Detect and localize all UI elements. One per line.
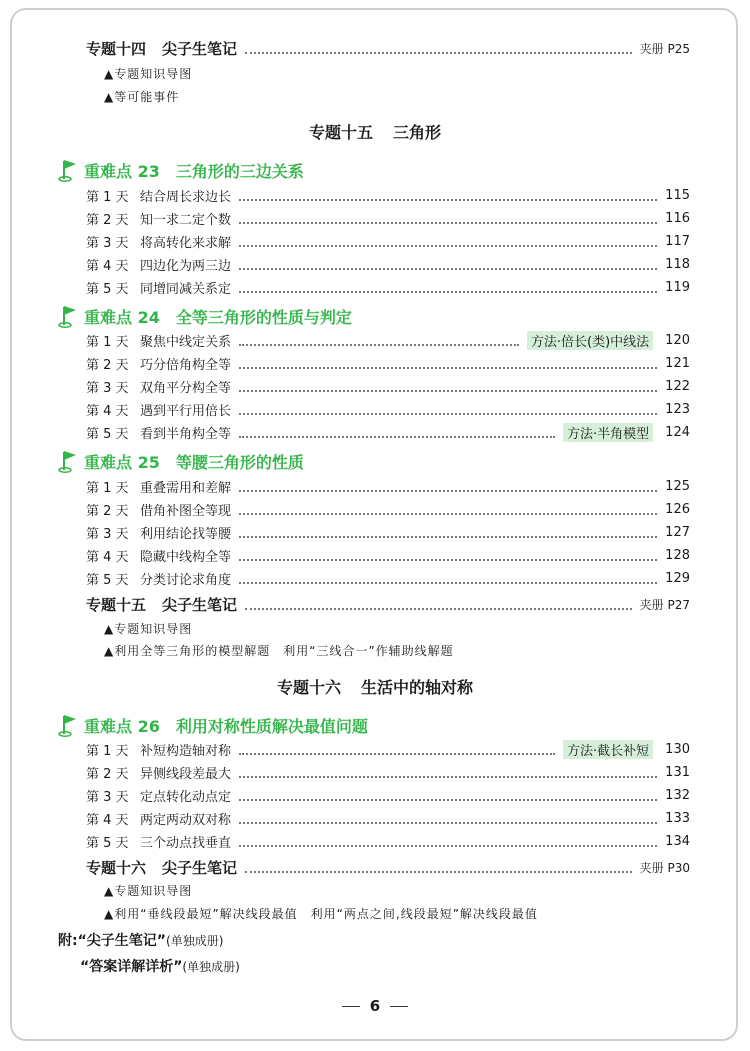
day-page: 130 bbox=[665, 742, 690, 757]
day-entry[interactable] bbox=[86, 400, 690, 419]
day-entry[interactable] bbox=[86, 809, 690, 828]
note-entry-16[interactable] bbox=[86, 857, 690, 878]
key-point-label: 重难点 23 bbox=[84, 161, 160, 181]
day-entry[interactable] bbox=[86, 740, 690, 759]
day-entry[interactable] bbox=[86, 331, 690, 350]
day-entry[interactable] bbox=[86, 232, 690, 251]
note-page: 夹册 P27 bbox=[639, 598, 690, 612]
page-number-text: 6 bbox=[369, 997, 381, 1015]
day-label: 第 1 天 bbox=[86, 335, 129, 350]
key-point-23 bbox=[58, 158, 304, 182]
leader-dots bbox=[239, 776, 657, 778]
day-label: 第 1 天 bbox=[86, 190, 129, 205]
leader-dots bbox=[239, 582, 657, 584]
flag-icon bbox=[58, 304, 78, 328]
day-page: 121 bbox=[665, 356, 690, 371]
key-point-label: 重难点 24 bbox=[84, 307, 160, 327]
key-point-label: 重难点 25 bbox=[84, 452, 160, 472]
day-text: 巧分倍角构全等 bbox=[140, 358, 232, 373]
day-page: 116 bbox=[665, 211, 690, 226]
day-text: 将高转化来求解 bbox=[140, 236, 232, 251]
day-text: 三个动点找垂直 bbox=[140, 836, 232, 851]
page-number bbox=[0, 997, 750, 1015]
key-point-label: 重难点 26 bbox=[84, 716, 160, 736]
day-text: 结合周长求边长 bbox=[140, 190, 232, 205]
day-text: 知一求二定个数 bbox=[140, 213, 232, 228]
day-page: 132 bbox=[665, 788, 690, 803]
note-page: 夹册 P25 bbox=[639, 42, 690, 56]
day-entry[interactable] bbox=[86, 477, 690, 496]
leader-dots bbox=[239, 559, 657, 561]
day-text: 两定两动双对称 bbox=[140, 813, 232, 828]
day-entry[interactable] bbox=[86, 209, 690, 228]
note-entry-14[interactable] bbox=[86, 38, 690, 59]
day-label: 第 5 天 bbox=[86, 836, 129, 851]
section-title-16 bbox=[0, 675, 750, 698]
leader-dots bbox=[239, 845, 657, 847]
key-point-24 bbox=[58, 304, 352, 328]
day-label: 第 4 天 bbox=[86, 813, 129, 828]
day-page: 134 bbox=[665, 834, 690, 849]
section-name: 生活中的轴对称 bbox=[361, 678, 474, 697]
section-name: 三角形 bbox=[393, 123, 442, 142]
note-topic: 专题十六 bbox=[86, 859, 147, 877]
flag-icon bbox=[58, 713, 78, 737]
appendix-item: “尖子生笔记” bbox=[77, 933, 167, 949]
note-bullet: ▲专题知识导图 bbox=[104, 67, 193, 81]
day-page: 120 bbox=[665, 333, 690, 348]
day-label: 第 2 天 bbox=[86, 213, 129, 228]
note-topic: 专题十五 bbox=[86, 596, 147, 614]
leader-dots bbox=[239, 245, 657, 247]
day-entry[interactable] bbox=[86, 278, 690, 297]
day-label: 第 5 天 bbox=[86, 573, 129, 588]
day-text: 重叠需用和差解 bbox=[140, 481, 232, 496]
day-page: 122 bbox=[665, 379, 690, 394]
day-text: 借角补图全等现 bbox=[140, 504, 232, 519]
method-tag: 方法·截长补短 bbox=[563, 740, 653, 759]
day-entry[interactable] bbox=[86, 523, 690, 542]
key-point-title: 三角形的三边关系 bbox=[175, 161, 304, 181]
key-point-title: 等腰三角形的性质 bbox=[175, 452, 304, 472]
day-entry[interactable] bbox=[86, 763, 690, 782]
day-label: 第 3 天 bbox=[86, 790, 129, 805]
day-label: 第 3 天 bbox=[86, 527, 129, 542]
leader-dots bbox=[239, 268, 657, 270]
appendix-line-2 bbox=[80, 956, 240, 976]
appendix-item: “答案详解详析” bbox=[80, 959, 183, 975]
note-subtitle: 尖子生笔记 bbox=[162, 859, 238, 877]
day-label: 第 1 天 bbox=[86, 744, 129, 759]
leader-dots bbox=[239, 367, 657, 369]
day-page: 123 bbox=[665, 402, 690, 417]
leader-dots bbox=[239, 799, 657, 801]
day-label: 第 3 天 bbox=[86, 381, 129, 396]
day-entry[interactable] bbox=[86, 186, 690, 205]
day-page: 118 bbox=[665, 257, 690, 272]
appendix-note: (单独成册) bbox=[166, 933, 224, 948]
leader-dots bbox=[239, 199, 657, 201]
day-page: 127 bbox=[665, 525, 690, 540]
note-bullet: ▲利用“垂线段最短”解决线段最值 利用“两点之间,线段最短”解决线段最值 bbox=[104, 907, 538, 921]
day-entry[interactable] bbox=[86, 423, 690, 442]
section-title-15 bbox=[0, 120, 750, 143]
section-number: 专题十五 bbox=[308, 123, 373, 142]
day-entry[interactable] bbox=[86, 500, 690, 519]
day-label: 第 5 天 bbox=[86, 282, 129, 297]
note-topic: 专题十四 bbox=[86, 40, 147, 58]
day-label: 第 5 天 bbox=[86, 427, 129, 442]
method-tag: 方法·倍长(类)中线法 bbox=[527, 331, 653, 350]
key-point-26 bbox=[58, 713, 368, 737]
note-subtitle: 尖子生笔记 bbox=[162, 596, 238, 614]
note-bullet: ▲专题知识导图 bbox=[104, 884, 193, 898]
day-entry[interactable] bbox=[86, 569, 690, 588]
leader-dots bbox=[239, 222, 657, 224]
day-page: 133 bbox=[665, 811, 690, 826]
leader-dots bbox=[239, 490, 657, 492]
day-page: 115 bbox=[665, 188, 690, 203]
key-point-title: 利用对称性质解决最值问题 bbox=[175, 716, 368, 736]
day-label: 第 4 天 bbox=[86, 404, 129, 419]
day-text: 双角平分构全等 bbox=[140, 381, 232, 396]
day-text: 看到半角构全等 bbox=[140, 427, 232, 442]
leader-dots bbox=[239, 390, 657, 392]
appendix-note: (单独成册) bbox=[182, 959, 240, 974]
note-entry-15[interactable] bbox=[86, 594, 690, 615]
day-text: 同增同减关系定 bbox=[140, 282, 232, 297]
day-entry[interactable] bbox=[86, 255, 690, 274]
day-page: 124 bbox=[665, 425, 690, 440]
day-label: 第 2 天 bbox=[86, 767, 129, 782]
day-label: 第 2 天 bbox=[86, 504, 129, 519]
leader-dots bbox=[239, 536, 657, 538]
leader-dots bbox=[239, 513, 657, 515]
note-bullet: ▲专题知识导图 bbox=[104, 622, 193, 636]
leader-dots bbox=[245, 52, 632, 54]
day-page: 117 bbox=[665, 234, 690, 249]
day-text: 补短构造轴对称 bbox=[140, 744, 232, 759]
leader-dots bbox=[239, 413, 657, 415]
day-text: 隐藏中线构全等 bbox=[140, 550, 232, 565]
day-entry[interactable] bbox=[86, 832, 690, 851]
section-number: 专题十六 bbox=[276, 678, 341, 697]
day-text: 定点转化动点定 bbox=[140, 790, 232, 805]
flag-icon bbox=[58, 449, 78, 473]
leader-dots bbox=[245, 871, 632, 873]
day-label: 第 4 天 bbox=[86, 259, 129, 274]
leader-dots bbox=[239, 822, 657, 824]
day-text: 四边化为两三边 bbox=[140, 259, 232, 274]
day-page: 119 bbox=[665, 280, 690, 295]
key-point-title: 全等三角形的性质与判定 bbox=[175, 307, 352, 327]
note-bullet: ▲利用全等三角形的模型解题 利用“三线合一”作辅助线解题 bbox=[104, 644, 454, 658]
day-entry[interactable] bbox=[86, 377, 690, 396]
flag-icon bbox=[58, 158, 78, 182]
day-entry[interactable] bbox=[86, 546, 690, 565]
key-point-25 bbox=[58, 449, 304, 473]
leader-dots bbox=[245, 608, 632, 610]
leader-dots bbox=[239, 344, 519, 346]
day-label: 第 3 天 bbox=[86, 236, 129, 251]
day-text: 利用结论找等腰 bbox=[140, 527, 232, 542]
day-text: 聚焦中线定关系 bbox=[140, 335, 232, 350]
leader-dots bbox=[239, 436, 555, 438]
day-label: 第 1 天 bbox=[86, 481, 129, 496]
day-text: 异侧线段差最大 bbox=[140, 767, 232, 782]
leader-dots bbox=[239, 753, 555, 755]
day-text: 分类讨论求角度 bbox=[140, 573, 232, 588]
day-text: 遇到平行用倍长 bbox=[140, 404, 232, 419]
day-entry[interactable] bbox=[86, 354, 690, 373]
note-bullet: ▲等可能事件 bbox=[104, 90, 180, 104]
day-entry[interactable] bbox=[86, 786, 690, 805]
day-page: 125 bbox=[665, 479, 690, 494]
day-page: 131 bbox=[665, 765, 690, 780]
leader-dots bbox=[239, 291, 657, 293]
note-page: 夹册 P30 bbox=[639, 861, 690, 875]
appendix-prefix: 附: bbox=[58, 933, 78, 949]
note-subtitle: 尖子生笔记 bbox=[162, 40, 238, 58]
day-label: 第 2 天 bbox=[86, 358, 129, 373]
day-page: 126 bbox=[665, 502, 690, 517]
method-tag: 方法·半角模型 bbox=[563, 423, 653, 442]
day-page: 128 bbox=[665, 548, 690, 563]
day-label: 第 4 天 bbox=[86, 550, 129, 565]
day-page: 129 bbox=[665, 571, 690, 586]
appendix-line-1 bbox=[58, 930, 223, 950]
